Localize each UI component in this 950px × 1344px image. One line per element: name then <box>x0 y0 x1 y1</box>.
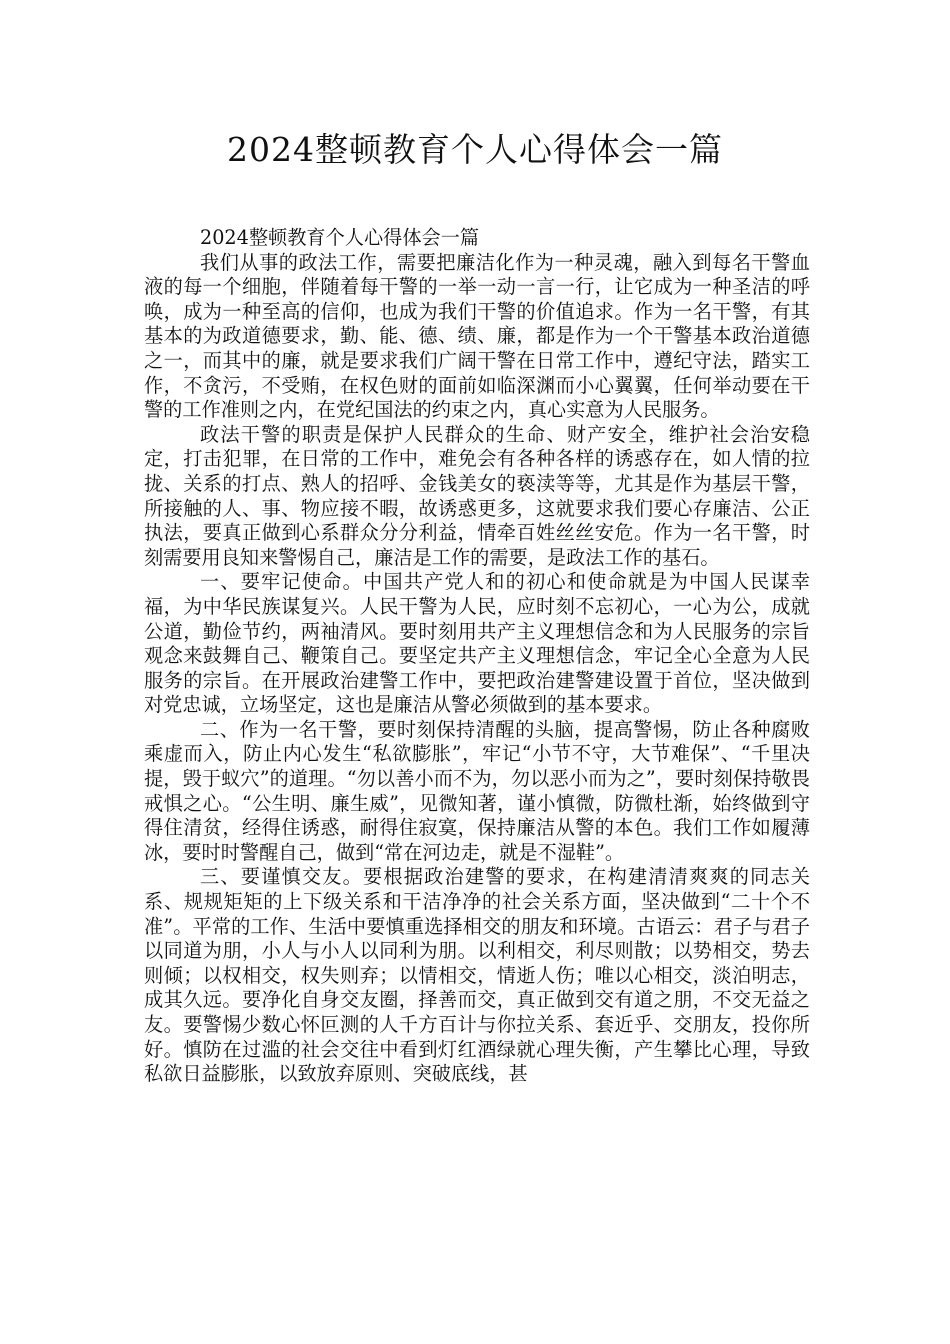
body-paragraph: 政法干警的职责是保护人民群众的生命、财产安全，维护社会治安稳定，打击犯罪，在日常的工作中，难免会有各种各样的诱惑存在，如人情的拉拢、关系的打点、熟人的招呼、金钱美女的亵渎等等，尤其是作为基层干警，所接触的人、事、物应接不暇，故诱惑更多，这就要求我们要心存廉洁、公正执法，要真正做到心系群众分分利益，情牵百姓丝丝安危。作为一名干警，时刻需要用良知来警惕自己，廉洁是工作的需要，是政法工作的基石。 <box>144 422 810 569</box>
subtitle-paragraph: 2024整顿教育个人心得体会一篇 <box>200 226 480 249</box>
document-body <box>144 226 810 1087</box>
body-paragraph: 三、要谨慎交友。要根据政治建警的要求，在构建清清爽爽的同志关系、规规矩矩的上下级关系和干洁净净的社会关系方面，坚决做到“二十个不准”。平常的工作、生活中要慎重选择相交的朋友和环境。古语云：君子与君子以同道为朋，小人与小人以同利为朋。以利相交，利尽则散；以势相交，势去则倾；以权相交，权失则弃；以情相交，情逝人伤；唯以心相交，淡泊明志，成其久远。要净化自身交友圈，择善而交，真正做到交有道之朋，不交无益之友。要警惕少数心怀叵测的人千方百计与你拉关系、套近乎、交朋友，投你所好。慎防在过滥的社会交往中看到灯红酒绿就心理失衡，产生攀比心理，导致私欲日益膨胀，以致放弃原则、突破底线，甚 <box>144 865 810 1086</box>
body-paragraph: 一、要牢记使命。中国共产党人和的初心和使命就是为中国人民谋幸福，为中华民族谋复兴。人民干警为人民，应时刻不忘初心，一心为公，成就公道，勤俭节约，两袖清风。要时刻用共产主义理想信念和为人民服务的宗旨观念来鼓舞自己、鞭策自己。要坚定共产主义理想信念，牢记全心全意为人民服务的宗旨。在开展政治建警工作中，要把政治建警建设置于首位，坚决做到对党忠诚，立场坚定，这也是廉洁从警必须做到的基本要求。 <box>144 570 810 717</box>
body-paragraph: 二、作为一名干警，要时刻保持清醒的头脑，提高警惕，防止各种腐败乘虚而入，防止内心发生“私欲膨胀”，牢记“小节不守，大节难保”、“千里决提，毁于蚁穴”的道理。“勿以善小而不为，勿以恶小而为之”，要时刻保持敬畏戒惧之心。“公生明、廉生威”，见微知著，谨小慎微，防微杜渐，始终做到守得住清贫，经得住诱惑，耐得住寂寞，保持廉洁从警的本色。我们工作如履薄冰，要时时警醒自己，做到“常在河边走，就是不湿鞋”。 <box>144 717 810 864</box>
body-paragraph: 我们从事的政法工作，需要把廉洁化作为一种灵魂，融入到每名干警血液的每一个细胞，伴随着每干警的一举一动一言一行，让它成为一种圣洁的呼唤，成为一种至高的信仰，也成为我们干警的价值追求。作为一名干警，有其基本的为政道德要求，勤、能、德、绩、廉，都是作为一个干警基本政治道德之一，而其中的廉，就是要求我们广阔干警在日常工作中，遵纪守法，踏实工作，不贪污，不受贿，在权色财的面前如临深渊而小心翼翼，任何举动要在干警的工作准则之内，在党纪国法的约束之内，真心实意为人民服务。 <box>144 250 810 422</box>
document-title: 2024整顿教育个人心得体会一篇 <box>227 130 723 169</box>
